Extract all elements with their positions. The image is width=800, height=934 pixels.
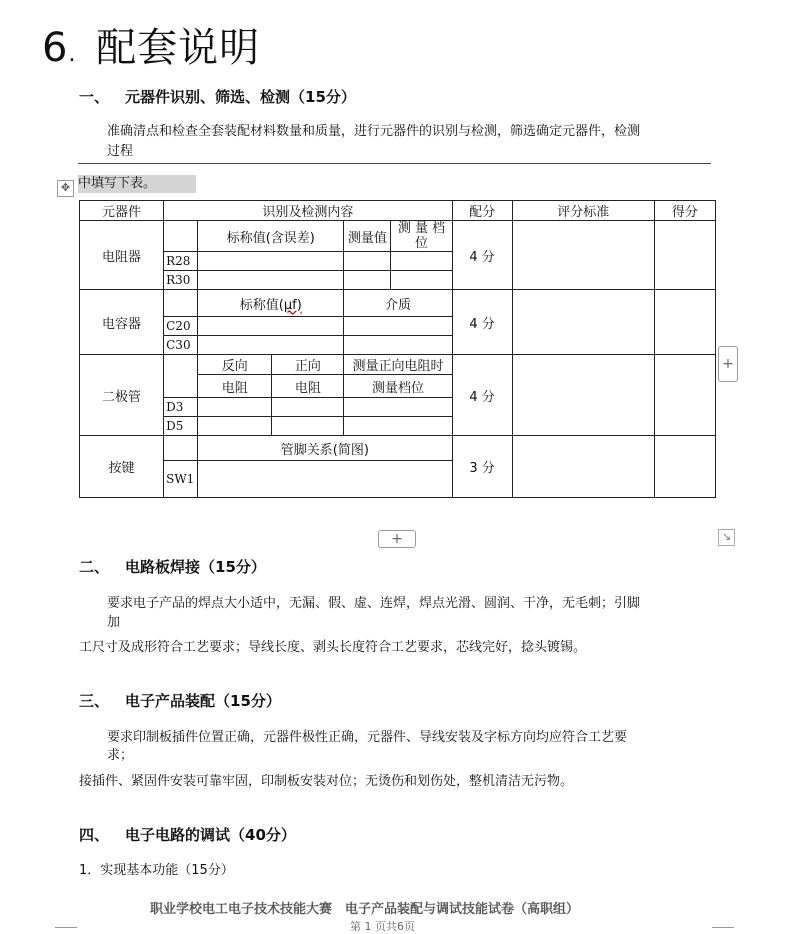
c30-medium-cell[interactable] [344,336,452,355]
r30-nominal-cell[interactable] [198,271,344,290]
d5-range-cell[interactable] [344,417,452,436]
divider-line [78,163,711,164]
title-text: 配套说明 [96,25,261,71]
section-2-heading [79,556,266,577]
resistor-score: 4 分 [452,221,512,290]
c20-nominal-cell[interactable] [198,317,344,336]
th-component: 元器件 [80,201,164,221]
sw1-label: SW1 [164,461,198,498]
section-2-para-line3: 工尺寸及成形符合工艺要求；导线长度、剥头长度符合工艺要求，芯线完好，捻头镀锡。 [79,640,587,655]
table-move-handle-icon[interactable]: ✥ [57,180,74,197]
capacitor-score: 4 分 [452,290,512,355]
footer-mark-left [55,927,77,928]
resistor-nominal-header: 标称值(含误差) [198,221,344,252]
section-3-para-line2: 求； [107,748,134,763]
section-2-para-line2: 加 [107,615,121,630]
th-score: 配分 [452,201,512,221]
document-title [42,16,260,73]
section-1-para-line1: 准确清点和检查全套装配材料数量和质量，进行元器件的识别与检测，筛选确定元器件，检测 [107,124,641,139]
highlighted-text: 中填写下表。 [78,175,196,193]
th-criteria: 评分标准 [512,201,654,221]
section-2-title: 电路板焊接（15分） [125,558,266,576]
diode-forward-header-2: 电阻 [272,375,344,398]
section-3-title: 电子产品装配（15分） [125,692,281,710]
add-row-button[interactable]: + [378,530,416,548]
button-blank [164,436,198,461]
r30-label: R30 [164,271,198,290]
row-resistor-label: 电阻器 [80,221,164,290]
capacitor-criteria-cell[interactable] [512,290,654,355]
c30-label: C30 [164,336,198,355]
button-got-cell[interactable] [654,436,715,498]
section-1-para-line2: 过程 [107,144,134,159]
section-3-number: 三、 [79,692,110,710]
d3-range-cell[interactable] [344,398,452,417]
r28-range-cell[interactable] [391,252,452,271]
table-resize-icon[interactable]: ↘ [718,529,735,546]
scoring-table [79,200,716,498]
capacitor-nominal-b: μf) [283,297,302,313]
diode-forward-header-1: 正向 [272,355,344,375]
section-4-title: 电子电路的调试（40分） [125,826,296,844]
d3-reverse-cell[interactable] [198,398,272,417]
capacitor-nominal-header [198,290,344,317]
diode-measure-header-1: 测量正向电阻时 [344,355,452,375]
section-1-number: 一、 [79,88,110,106]
title-dot: . [68,42,77,67]
add-column-button[interactable]: + [718,346,738,382]
row-diode-label: 二极管 [80,355,164,436]
c30-nominal-cell[interactable] [198,336,344,355]
th-content: 识别及检测内容 [164,201,452,221]
section-4-item-1: 1．实现基本功能（15分） [79,863,234,878]
section-4-number: 四、 [79,826,110,844]
c20-medium-cell[interactable] [344,317,452,336]
button-pins-header: 管脚关系(简图) [198,436,452,461]
section-1-heading [79,86,356,107]
section-1-title: 元器件识别、筛选、检测（15分） [125,88,356,106]
r30-range-cell[interactable] [391,271,452,290]
button-criteria-cell[interactable] [512,436,654,498]
d5-reverse-cell[interactable] [198,417,272,436]
diode-reverse-header-2: 电阻 [198,375,272,398]
th-got: 得分 [654,201,715,221]
r28-nominal-cell[interactable] [198,252,344,271]
diode-criteria-cell[interactable] [512,355,654,436]
row-capacitor-label: 电容器 [80,290,164,355]
d3-forward-cell[interactable] [272,398,344,417]
diode-measure-header-2: 测量档位 [344,375,452,398]
capacitor-got-cell[interactable] [654,290,715,355]
button-score: 3 分 [452,436,512,498]
title-number: 6 [42,25,69,71]
resistor-measured-header: 测量值 [344,221,391,252]
page-number: 第 1 页共6页 [350,920,415,933]
capacitor-nominal-a: 标称值( [239,297,284,313]
resistor-blank [164,221,198,252]
section-2-para-line1: 要求电子产品的焊点大小适中，无漏、假、虚、连焊，焊点光滑、圆润、干净，无毛刺；引脚 [107,596,641,611]
r28-measured-cell[interactable] [344,252,391,271]
c20-label: C20 [164,317,198,336]
row-button-label: 按键 [80,436,164,498]
capacitor-blank [164,290,198,317]
section-3-para-line3: 接插件、紧固件安装可靠牢固，印制板安装对位；无烫伤和划伤处，整机清洁无污物。 [79,774,574,789]
r28-label: R28 [164,252,198,271]
section-3-para-line1: 要求印制板插件位置正确，元器件极性正确，元器件、导线安装及字标方向均应符合工艺要 [107,730,628,745]
diode-blank [164,355,198,398]
d3-label: D3 [164,398,198,417]
capacitor-medium-header: 介质 [344,290,452,317]
section-4-heading [79,824,296,845]
d5-forward-cell[interactable] [272,417,344,436]
resistor-range-header: 测 量 档位 [391,221,452,252]
resistor-got-cell[interactable] [654,221,715,290]
r30-measured-cell[interactable] [344,271,391,290]
resistor-criteria-cell[interactable] [512,221,654,290]
diode-got-cell[interactable] [654,355,715,436]
section-3-heading [79,690,281,711]
page-footer-text: 职业学校电工电子技术技能大赛 电子产品装配与调试技能试卷（高职组） [150,902,580,917]
diode-reverse-header-1: 反向 [198,355,272,375]
d5-label: D5 [164,417,198,436]
footer-mark-right [712,927,734,928]
diode-score: 4 分 [452,355,512,436]
section-2-number: 二、 [79,558,110,576]
sw1-pins-cell[interactable] [198,461,452,498]
